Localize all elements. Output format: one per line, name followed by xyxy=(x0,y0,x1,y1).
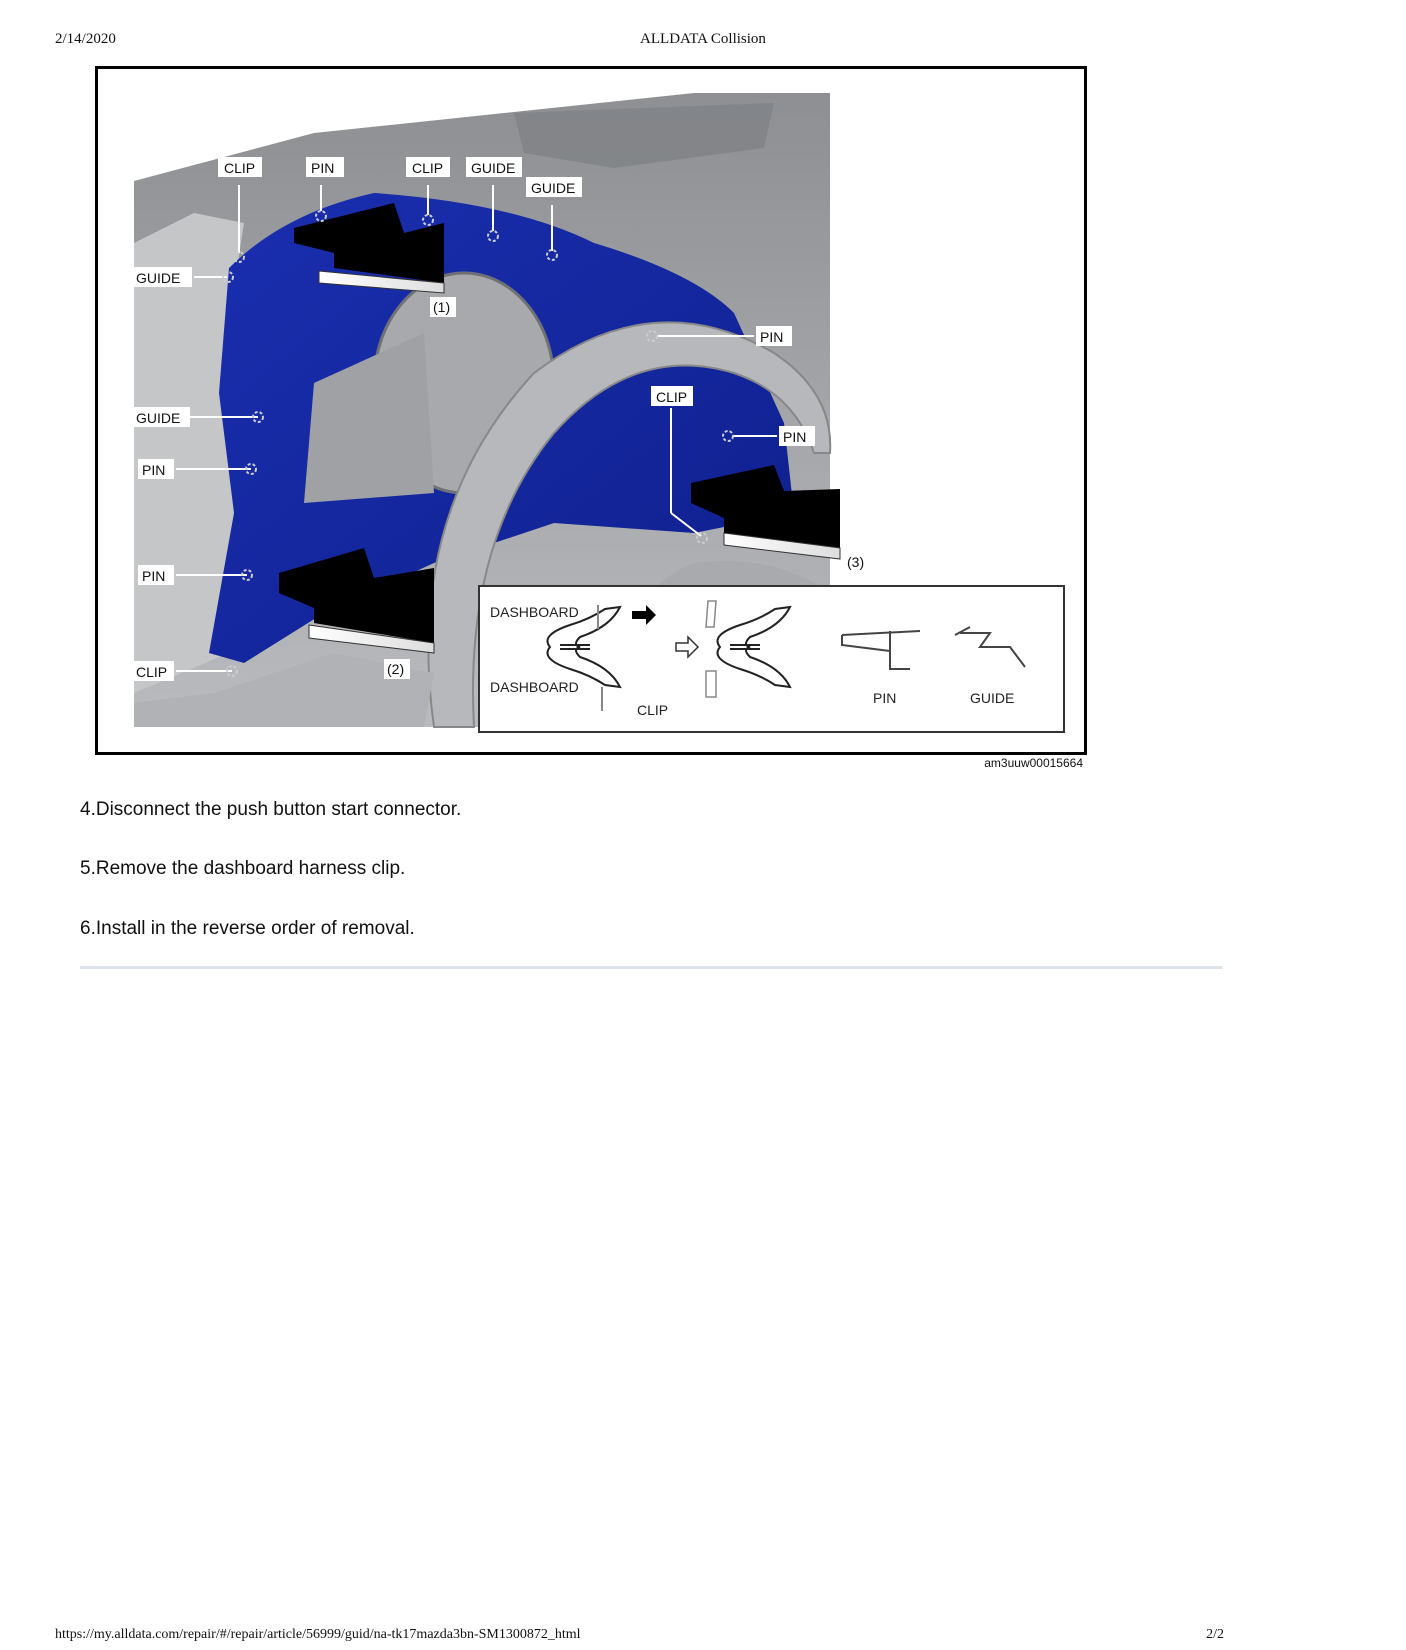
callout-pin-top xyxy=(306,157,344,177)
step-6: 6.Install in the reverse order of removal. xyxy=(80,918,415,939)
callout-pin-left-2 xyxy=(138,565,174,585)
svg-text:CLIP: CLIP xyxy=(412,160,444,176)
step-5: 5.Remove the dashboard harness clip. xyxy=(80,858,406,879)
svg-text:PIN: PIN xyxy=(760,329,784,345)
svg-text:(3): (3) xyxy=(847,554,865,570)
dashboard-label-top: DASHBOARD xyxy=(490,604,579,620)
svg-text:PIN: PIN xyxy=(142,462,166,478)
svg-text:GUIDE: GUIDE xyxy=(136,410,181,426)
step-4: 4.Disconnect the push button start connector. xyxy=(80,799,462,820)
svg-text:CLIP: CLIP xyxy=(136,664,168,680)
document-title: ALLDATA Collision xyxy=(640,31,766,47)
callout-guide-left-upper xyxy=(134,267,192,287)
callout-clip-right xyxy=(651,386,693,406)
arrow-label-2 xyxy=(384,659,410,679)
transition-arrow-icon xyxy=(676,637,698,657)
callout-clip-top-left xyxy=(218,157,262,177)
svg-text:(2): (2) xyxy=(387,661,405,677)
callout-guide-top-right xyxy=(526,177,582,197)
figure-id: am3uuw00015664 xyxy=(984,756,1083,770)
callout-pin-left-1 xyxy=(138,459,174,479)
pin-icon xyxy=(842,631,920,669)
svg-text:PIN: PIN xyxy=(142,568,166,584)
print-date: 2/14/2020 xyxy=(55,31,116,47)
fastener-detail-inset xyxy=(478,585,1065,733)
guide-icon xyxy=(955,627,1025,667)
section-divider xyxy=(80,966,1222,969)
callout-pin-wheel xyxy=(756,326,792,346)
callout-pin-right xyxy=(779,426,815,446)
callout-clip-top-mid xyxy=(406,157,450,177)
clip-before-icon xyxy=(548,605,621,711)
arrow-label-1 xyxy=(430,297,456,317)
callout-guide-left-mid xyxy=(134,407,190,427)
svg-text:PIN: PIN xyxy=(783,429,807,445)
arrow-label-3 xyxy=(847,554,864,570)
svg-text:PIN: PIN xyxy=(311,160,335,176)
svg-text:GUIDE: GUIDE xyxy=(531,180,576,196)
callout-guide-top xyxy=(466,157,522,177)
clip-label: CLIP xyxy=(637,702,669,718)
pin-label: PIN xyxy=(873,690,897,706)
page-number: 2/2 xyxy=(1206,1627,1224,1642)
svg-text:GUIDE: GUIDE xyxy=(471,160,516,176)
guide-label: GUIDE xyxy=(970,690,1015,706)
svg-text:CLIP: CLIP xyxy=(224,160,256,176)
svg-text:CLIP: CLIP xyxy=(656,389,688,405)
push-direction-arrow-icon xyxy=(632,605,656,625)
figure-frame xyxy=(95,66,1087,755)
clip-after-icon xyxy=(718,607,791,687)
svg-text:(1): (1) xyxy=(433,299,451,315)
page-url: https://my.alldata.com/repair/#/repair/article/56999/guid/na-tk17mazda3bn-SM1300872_html xyxy=(55,1627,581,1642)
svg-text:GUIDE: GUIDE xyxy=(136,270,181,286)
callout-clip-left-bottom xyxy=(134,661,174,681)
dashboard-label-bottom: DASHBOARD xyxy=(490,679,579,695)
